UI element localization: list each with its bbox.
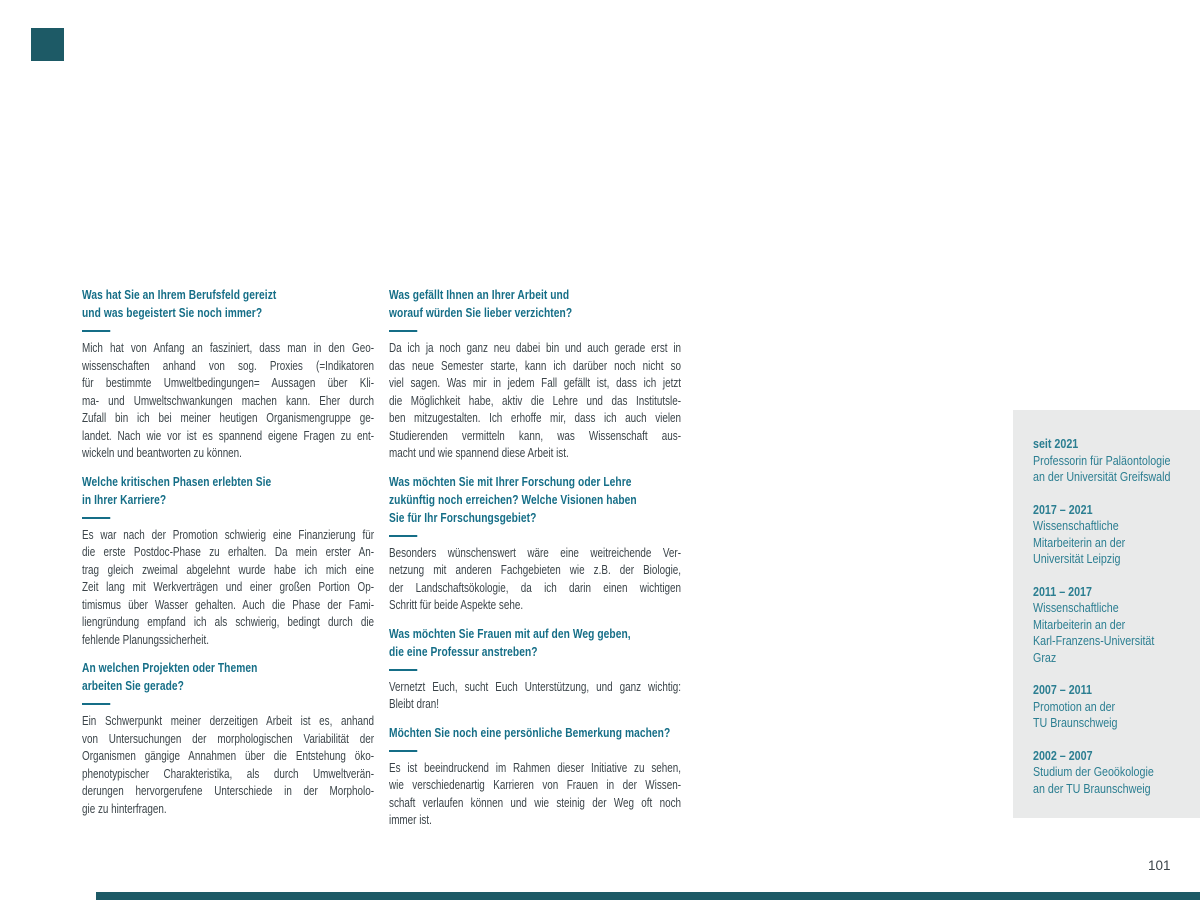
answer-line: derungen hervorgerufene Unterschiede in der Morpholo- <box>82 784 375 798</box>
question-line: Möchten Sie noch eine persönliche Bemerkung machen? <box>389 724 671 740</box>
qa-block <box>389 724 681 830</box>
question-line: in Ihrer Karriere? <box>82 491 167 507</box>
cv-period: 2011 – 2017 <box>1033 584 1092 599</box>
answer-line: Es ist beeindruckend im Rahmen dieser Initiative zu sehen, <box>389 760 682 775</box>
cv-entry <box>1033 682 1200 732</box>
cv-line: TU Braunschweig <box>1033 716 1118 730</box>
answer-paragraph <box>82 340 374 463</box>
cv-line: Mitarbeiterin an der <box>1033 617 1126 632</box>
cv-sidebar <box>1013 410 1200 818</box>
heading-rule <box>389 330 417 332</box>
answer-paragraph <box>389 679 681 714</box>
cv-entry <box>1033 436 1200 486</box>
answer-line: die Möglichkeit habe, aktiv die Lehre und das Institutsle- <box>389 393 682 408</box>
answer-line: Organismen gängige Annahmen über die Entstehung öko- <box>82 749 375 763</box>
answer-line: wie verschiedenartig Karrieren von Frauen in der Wissen- <box>389 778 682 792</box>
answer-paragraph <box>389 545 681 615</box>
heading-rule <box>389 669 417 671</box>
answer-line: wickeln und beantworten zu können. <box>82 446 242 460</box>
answer-line: macht und wie spannend diese Arbeit ist. <box>389 446 569 460</box>
question-line: worauf würden Sie lieber verzichten? <box>389 305 573 320</box>
cv-entry <box>1033 748 1200 798</box>
qa-block <box>389 286 681 463</box>
question-line: arbeiten Sie gerade? <box>82 678 184 693</box>
answer-line: schaft verlaufen können und wie steinig der Weg oft noch <box>389 795 682 810</box>
qa-block <box>82 473 374 650</box>
interview-column-left <box>82 286 374 828</box>
cv-line: Universität Leipzig <box>1033 552 1121 566</box>
question-line: Was möchten Sie Frauen mit auf den Weg geben, <box>389 625 631 641</box>
cv-period: 2007 – 2011 <box>1033 683 1092 697</box>
answer-line: Bleibt dran! <box>389 697 440 711</box>
answer-paragraph <box>389 760 681 830</box>
cv-period: 2002 – 2007 <box>1033 748 1093 763</box>
interview-column-left-content <box>82 286 374 818</box>
cv-line: Wissenschaftliche <box>1033 519 1119 533</box>
question-line: Welche kritischen Phasen erlebten Sie <box>82 473 272 489</box>
cv-line: an der TU Braunschweig <box>1033 781 1151 796</box>
answer-line: liengründung empfand ich als schwierig, bedingt durch die <box>82 615 375 629</box>
bottom-accent-bar <box>96 892 1200 900</box>
cv-entry <box>1033 502 1200 568</box>
answer-line: Ein Schwerpunkt meiner derzeitigen Arbeit ist es, anhand <box>82 714 375 728</box>
heading-rule <box>82 703 110 705</box>
heading-rule <box>389 535 417 537</box>
heading-rule <box>389 750 417 752</box>
cv-period: 2017 – 2021 <box>1033 502 1093 517</box>
answer-line: ben mitzugestalten. Ich erhoffe mir, dass ich auch vielen <box>389 411 682 425</box>
answer-line: immer ist. <box>389 813 432 827</box>
answer-line: Vernetzt Euch, sucht Euch Unterstützung, und ganz wichtig: <box>389 679 682 694</box>
answer-line: landet. Nach wie vor ist es spannend eigene Fragen zu ent- <box>82 428 375 443</box>
answer-line: die erste Postdoc-Phase zu erhalten. Da mein erster An- <box>82 545 375 559</box>
cv-line: an der Universität Greifswald <box>1033 470 1171 484</box>
cv-line: Studium der Geoökologie <box>1033 765 1154 779</box>
cv-line: Karl-Franzens-Universität <box>1033 634 1155 648</box>
answer-line: Da ich ja noch ganz neu dabei bin und auch gerade erst in <box>389 341 682 355</box>
cv-period: seit 2021 <box>1033 437 1079 451</box>
heading-rule <box>82 330 110 332</box>
answer-line: Es war nach der Promotion schwierig eine Finanzierung für <box>82 527 375 542</box>
answer-line: Schritt für beide Aspekte sehe. <box>389 598 524 612</box>
interview-column-right <box>389 286 681 840</box>
cv-entry <box>1033 584 1200 667</box>
answer-line: das neue Semester starte, kann ich darüber noch nicht so <box>389 358 682 373</box>
answer-line: trag gleich zweimal abgelehnt wurde habe ich mich eine <box>82 562 375 577</box>
cv-line: Professorin für Paläontologie <box>1033 453 1171 468</box>
answer-line: viel sagen. Was mir in jedem Fall gefällt ist, dass ich jetzt <box>389 376 682 390</box>
question-line: die eine Professur anstreben? <box>389 643 538 659</box>
answer-line: phenotypischer Charakteristika, als durch Umweltverän- <box>82 766 375 781</box>
corner-accent-square <box>31 28 64 61</box>
cv-sidebar-content <box>1033 436 1200 797</box>
question-line: zukünftig noch erreichen? Welche Visionen haben <box>389 491 637 507</box>
answer-line: Besonders wünschenswert wäre eine weitreichende Ver- <box>389 545 682 560</box>
answer-paragraph <box>389 340 681 463</box>
question-line: Was gefällt Ihnen an Ihrer Arbeit und <box>389 287 570 302</box>
question-line: Was möchten Sie mit Ihrer Forschung oder Lehre <box>389 473 632 489</box>
qa-block <box>82 286 374 463</box>
cv-line: Mitarbeiterin an der <box>1033 535 1126 550</box>
page-number: 101 <box>1148 858 1171 873</box>
answer-line: Mich hat von Anfang an fasziniert, dass man in den Geo- <box>82 341 375 355</box>
question-line: An welchen Projekten oder Themen <box>82 660 258 675</box>
cv-line: Graz <box>1033 650 1057 665</box>
answer-paragraph <box>82 527 374 650</box>
answer-line: gie zu hinterfragen. <box>82 801 167 816</box>
answer-line: der Landschaftsökologie, da ich darin einen wichtigen <box>389 580 682 595</box>
question-line: Was hat Sie an Ihrem Berufsfeld gereizt <box>82 287 277 302</box>
cv-line: Promotion an der <box>1033 699 1116 714</box>
answer-line: für bestimmte Umweltbedingungen= Aussagen über Kli- <box>82 376 375 390</box>
answer-line: timismus über Wasser gehalten. Auch die Phase der Fami- <box>82 597 375 612</box>
answer-line: Studierenden vermitteln kann, was Wissenschaft aus- <box>389 428 682 443</box>
answer-line: fehlende Planungssicherheit. <box>82 632 209 647</box>
interview-column-right-content <box>389 286 681 830</box>
question-line: und was begeistert Sie noch immer? <box>82 305 263 320</box>
cv-line: Wissenschaftliche <box>1033 601 1119 615</box>
question-line: Sie für Ihr Forschungsgebiet? <box>389 509 537 525</box>
qa-block <box>389 625 681 714</box>
answer-line: Zeit lang mit Werkverträgen und einer großen Portion Op- <box>82 580 375 594</box>
answer-line: netzung mit anderen Fachgebieten wie z.B. der Biologie, <box>389 563 682 577</box>
answer-line: wissenschaften anhand von sog. Proxies (=Indikatoren <box>82 358 375 373</box>
answer-line: von Untersuchungen der morphologischen Variabilität der <box>82 731 375 746</box>
answer-line: Zufall bin ich bei meiner heutigen Organismengruppe ge- <box>82 411 375 425</box>
heading-rule <box>82 517 110 519</box>
answer-line: ma- und Umweltschwankungen machen kann. Eher durch <box>82 393 375 408</box>
qa-block <box>82 659 374 818</box>
answer-paragraph <box>82 713 374 818</box>
qa-block <box>389 473 681 615</box>
